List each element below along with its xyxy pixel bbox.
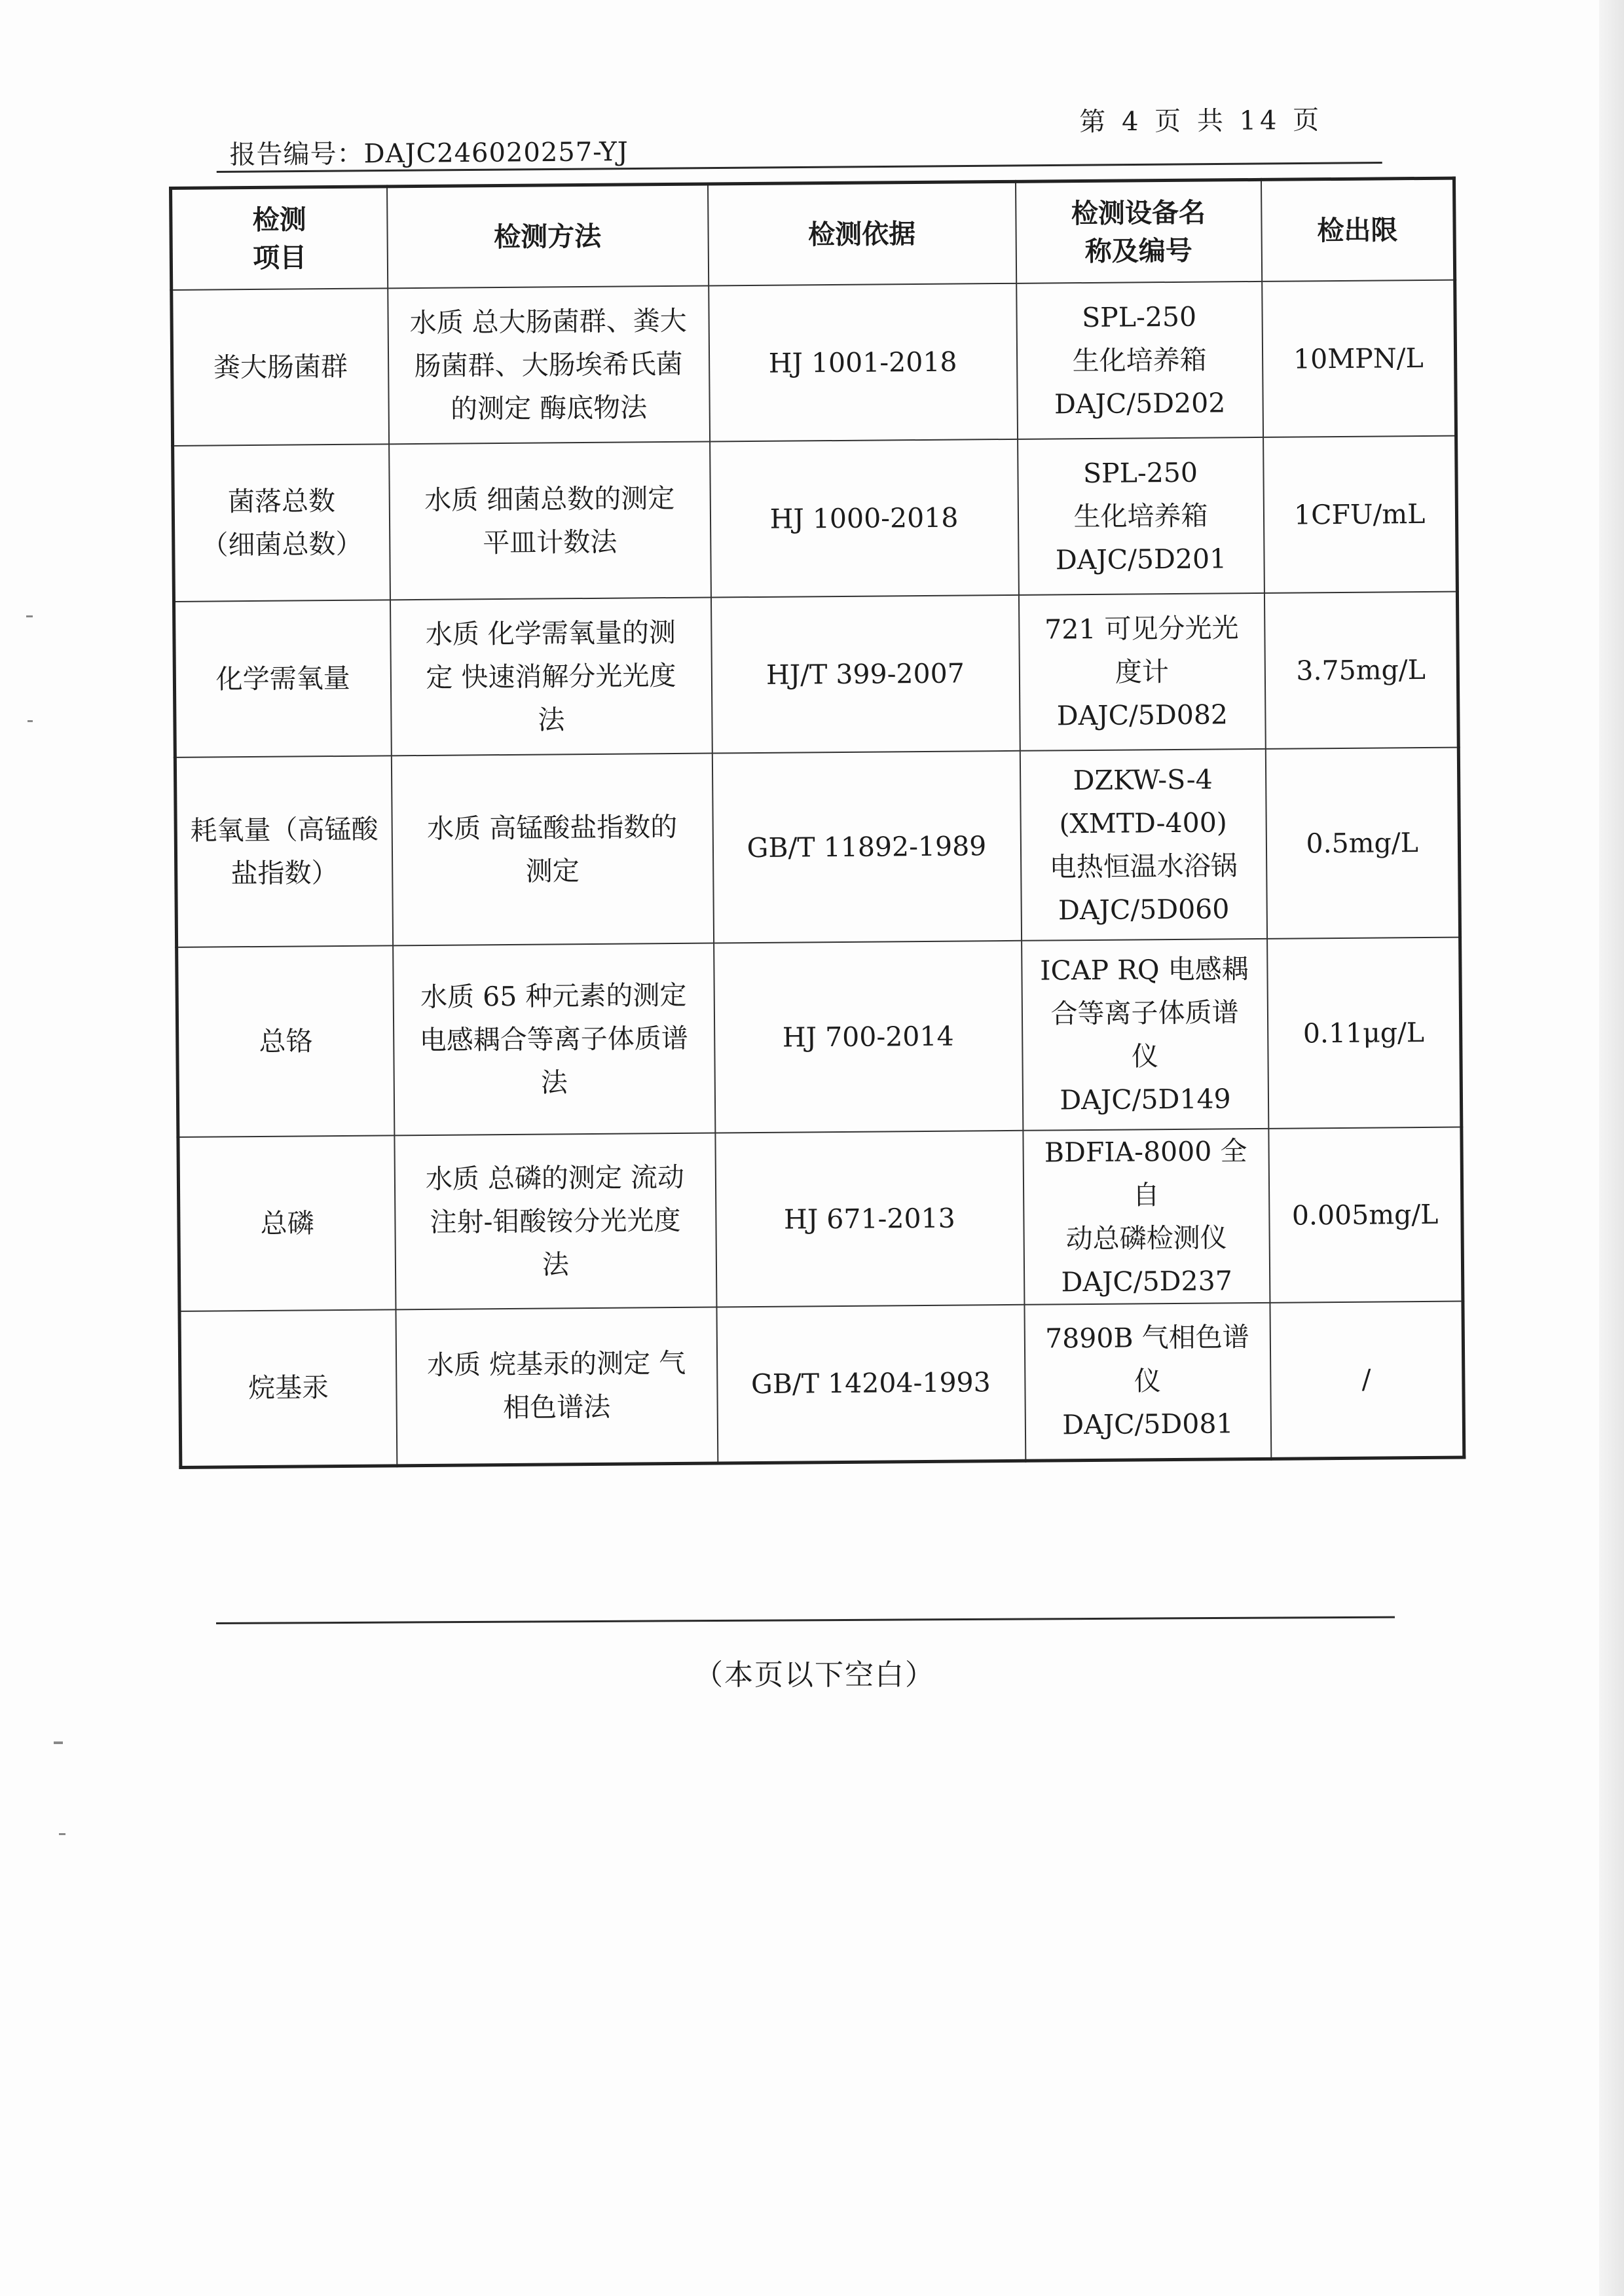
cell-method-line: 水质 65 种元素的测定 <box>420 979 687 1013</box>
cell-equipment <box>1016 282 1263 439</box>
header-equipment-line: 称及编号 <box>1084 234 1193 268</box>
header-basis: 检测依据 <box>707 181 1016 285</box>
cell-method <box>390 598 712 756</box>
cell-basis: HJ 700-2014 <box>714 941 1023 1133</box>
cell-item-line: 粪大肠菌群 <box>213 350 348 384</box>
cell-method-line: 水质 高锰酸盐指数的 <box>426 811 678 845</box>
cell-equipment-line: 生化培养箱 <box>1073 500 1208 533</box>
cell-equipment-line: 度计 <box>1115 656 1170 688</box>
cell-method-line: 注射-钼酸铵分光光度 <box>430 1204 681 1238</box>
cell-item-line: 盐指数） <box>231 857 339 890</box>
cell-equipment-line: DAJC/5D060 <box>1058 893 1230 926</box>
scan-speck <box>28 720 33 722</box>
cell-equipment <box>1018 593 1265 751</box>
scan-speck <box>26 615 33 617</box>
cell-equipment <box>1020 749 1266 941</box>
table-row <box>174 592 1458 757</box>
cell-equipment-line: 仪 <box>1134 1365 1162 1397</box>
header-item-line: 项目 <box>252 242 307 274</box>
cell-item <box>177 945 394 1137</box>
header-method: 检测方法 <box>387 184 709 288</box>
cell-method-line: 水质 细菌总数的测定 <box>424 482 675 516</box>
cell-method-line: 法 <box>540 1066 568 1099</box>
test-methods-table <box>169 177 1466 1469</box>
cell-method-line: 水质 烷基汞的测定 气 <box>426 1347 686 1381</box>
cell-item-line: （细菌总数） <box>201 528 363 561</box>
page-number: 第 4 页 共 14 页 <box>1079 105 1323 137</box>
table-row <box>178 1127 1463 1311</box>
cell-limit: 0.005mg/L <box>1268 1127 1463 1303</box>
cell-equipment-line: DAJC/5D081 <box>1062 1408 1234 1441</box>
cell-method <box>394 1133 716 1309</box>
cell-equipment-line: BDFIA-8000 全自 <box>1044 1135 1247 1211</box>
cell-basis: HJ 1001-2018 <box>709 283 1018 442</box>
cell-equipment-line: DAJC/5D082 <box>1056 699 1228 732</box>
cell-limit: / <box>1270 1302 1464 1459</box>
footer-rule <box>216 1616 1395 1624</box>
cell-limit: 1CFU/mL <box>1263 436 1458 593</box>
cell-method-line: 测定 <box>525 855 580 887</box>
table-row <box>179 1302 1464 1467</box>
cell-method-line: 相色谱法 <box>502 1391 611 1424</box>
cell-method <box>389 442 711 600</box>
cell-basis: HJ/T 399-2007 <box>710 595 1020 754</box>
cell-equipment-line: SPL-250 <box>1082 456 1198 490</box>
cell-basis: GB/T 14204-1993 <box>716 1305 1025 1463</box>
header-equipment <box>1015 179 1261 283</box>
cell-limit: 0.5mg/L <box>1265 748 1460 939</box>
cell-method-line: 法 <box>542 1248 570 1281</box>
cell-method-line: 的测定 酶底物法 <box>450 392 648 425</box>
cell-equipment-line: ICAP RQ 电感耦 <box>1040 953 1249 987</box>
page-header <box>216 99 1382 173</box>
table-row <box>175 748 1460 947</box>
cell-item <box>174 600 391 757</box>
cell-item-line: 化学需氧量 <box>215 662 350 695</box>
header-item-line: 检测 <box>252 204 306 236</box>
cell-equipment-line: 电热恒温水浴锅 <box>1049 850 1238 883</box>
header-limit: 检出限 <box>1261 178 1454 282</box>
cell-item <box>173 444 390 602</box>
scan-edge <box>1599 0 1624 2296</box>
cell-limit: 0.11μg/L <box>1267 938 1462 1129</box>
cell-method-line: 平皿计数法 <box>483 526 618 559</box>
blank-note: （本页以下空白） <box>694 1658 935 1692</box>
cell-limit: 3.75mg/L <box>1264 592 1458 749</box>
cell-equipment-line: 7890B 气相色谱 <box>1044 1321 1249 1355</box>
cell-equipment-line: 721 可见分光光 <box>1044 612 1239 646</box>
cell-equipment-line: DAJC/5D237 <box>1061 1265 1233 1298</box>
cell-equipment-line: 合等离子体质谱 <box>1050 996 1239 1030</box>
cell-method-line: 水质 总大肠菌群、粪大 <box>409 304 687 339</box>
header-equipment-line: 检测设备名 <box>1071 196 1206 230</box>
cell-basis: HJ 1000-2018 <box>710 439 1019 598</box>
cell-item <box>175 756 392 947</box>
cell-equipment <box>1022 939 1268 1131</box>
cell-limit: 10MPN/L <box>1262 280 1456 437</box>
cell-equipment-line: DAJC/5D202 <box>1054 387 1226 420</box>
cell-equipment-line: DAJC/5D201 <box>1055 543 1227 576</box>
report-number: 报告编号：DAJC246020257-YJ <box>229 137 629 170</box>
test-methods-table-wrap <box>169 177 1462 1469</box>
table-row <box>177 938 1462 1137</box>
cell-method-line: 电感耦合等离子体质谱 <box>419 1022 688 1057</box>
cell-method-line: 肠菌群、大肠埃希氏菌 <box>414 348 683 382</box>
cell-item-line: 耗氧量（高锰酸 <box>190 813 378 847</box>
cell-item <box>178 1135 396 1311</box>
cell-method <box>388 286 710 445</box>
cell-equipment <box>1023 1129 1270 1305</box>
header-item <box>171 187 388 290</box>
table-header-row <box>171 178 1455 290</box>
cell-equipment-line: DAJC/5D149 <box>1060 1083 1231 1116</box>
cell-equipment-line: 生化培养箱 <box>1072 344 1207 377</box>
cell-equipment-line: SPL-250 <box>1081 301 1197 334</box>
table-row <box>172 280 1456 446</box>
cell-method-line: 定 快速消解分光光度 <box>426 659 676 693</box>
cell-basis: HJ 671-2013 <box>715 1131 1024 1307</box>
table-row <box>173 436 1458 602</box>
cell-method-line: 水质 化学需氧量的测 <box>425 616 676 650</box>
cell-equipment <box>1024 1303 1271 1461</box>
cell-equipment <box>1018 437 1264 595</box>
cell-item-line: 总磷 <box>260 1207 314 1239</box>
cell-method-line: 水质 总磷的测定 流动 <box>425 1161 685 1195</box>
cell-item-line: 菌落总数 <box>227 485 336 518</box>
cell-basis: GB/T 11892-1989 <box>712 751 1021 943</box>
scan-speck <box>59 1833 65 1835</box>
cell-method-line: 法 <box>538 704 565 736</box>
cell-equipment-line: 动总磷检测仪 <box>1065 1222 1227 1255</box>
cell-item-line: 总铬 <box>259 1025 313 1057</box>
cell-equipment-line: DZKW-S-4 <box>1073 763 1213 797</box>
cell-method <box>396 1307 718 1465</box>
cell-item <box>179 1309 397 1467</box>
cell-item <box>172 288 389 446</box>
cell-method <box>393 943 715 1136</box>
cell-equipment-line: 仪 <box>1131 1040 1159 1072</box>
scan-speck <box>54 1741 63 1744</box>
cell-item-line: 烷基汞 <box>248 1372 329 1404</box>
cell-equipment-line: (XMTD-400) <box>1059 807 1227 840</box>
cell-method <box>391 754 713 946</box>
